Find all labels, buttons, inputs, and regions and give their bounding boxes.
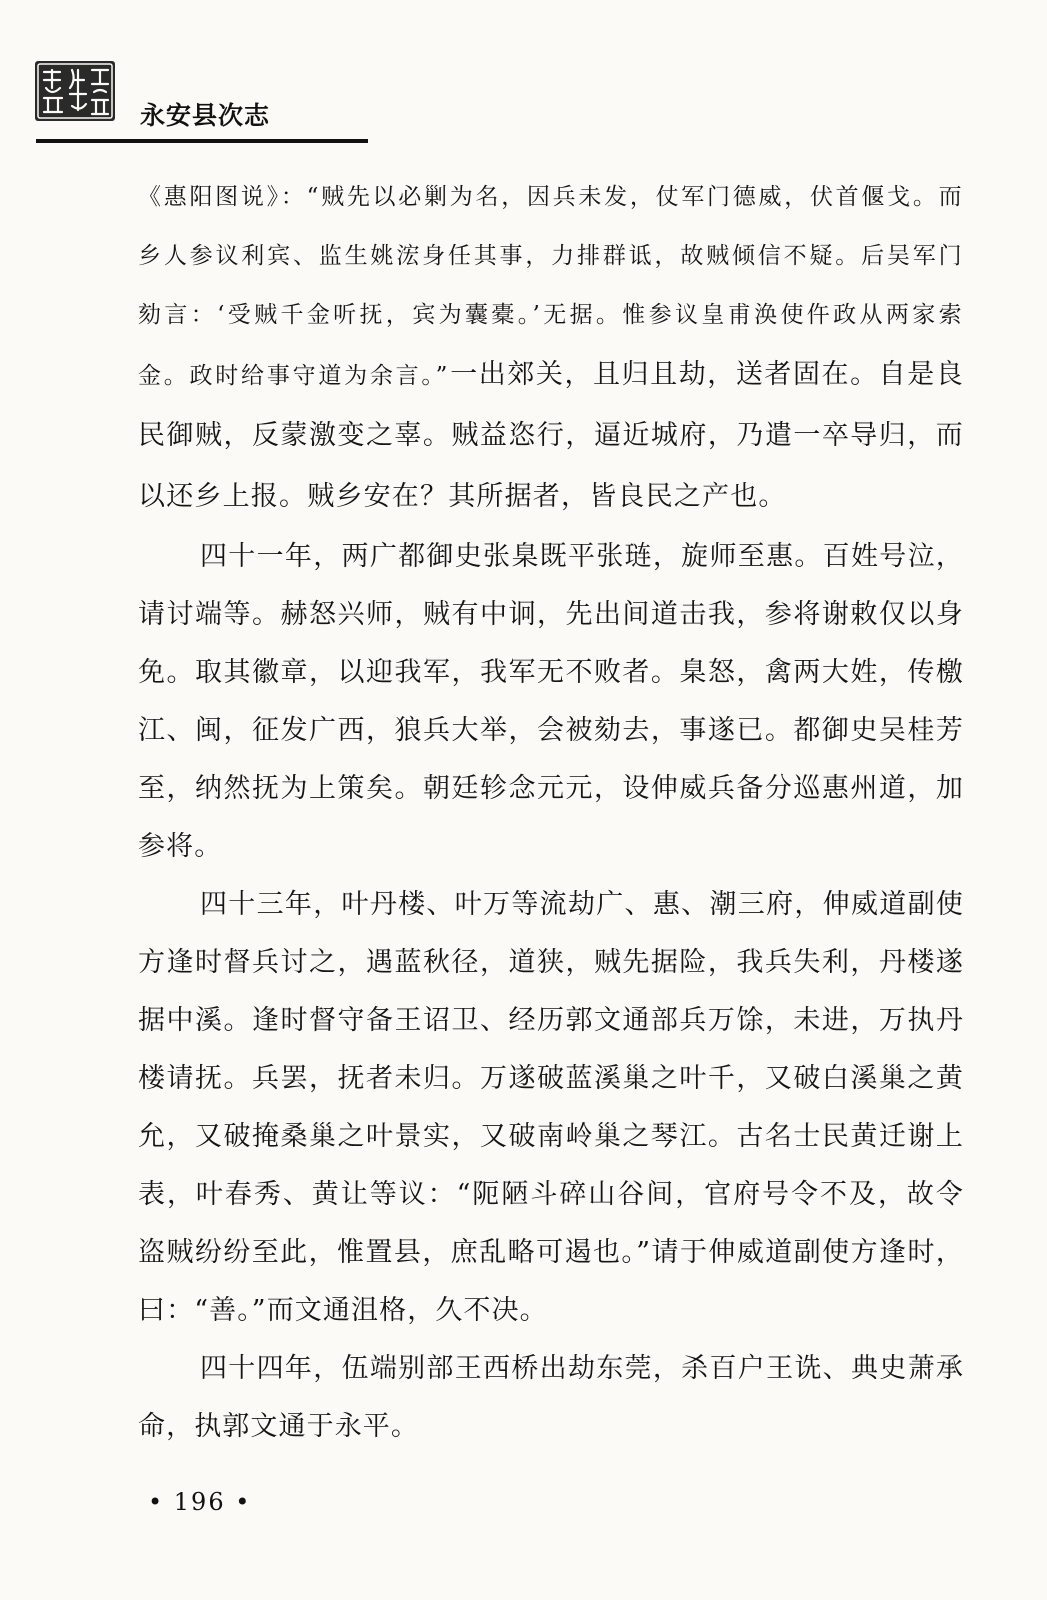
header-rule [36, 139, 368, 143]
paragraph-year-44: 四十四年，伍端别部王西桥出劫东莞，杀百户王诜、典史萧承命，执郭文通于永平。 [138, 1353, 964, 1442]
page-body [138, 168, 964, 1456]
quote-tail-text: 一出郊关，且归且劫，送者固在。自是良民御贼，反蒙激变之辜。贼益恣行，逼近城府，乃遣一卒导归，而以还乡上报。贼乡安在？其所据者，皆良民之产也。 [138, 359, 964, 512]
seal-stamp-icon [34, 58, 116, 124]
paragraph-year-41: 四十一年，两广都御史张臬既平张琏，旋师至惠。百姓号泣，请讨端等。赫怒兴师，贼有中诇，先出间道击我，参将谢敕仅以身免。取其徽章，以迎我军，我军无不败者。臬怒，禽两大姓，传檄江、闽，征发广西，狼兵大举，会被劾去，事遂已。都御史吴桂芳至，纳然抚为上策矣。朝廷轸念元元，设伸威兵备分巡惠州道，加参将。 [138, 541, 964, 862]
page-number: • 196 • [148, 1488, 252, 1516]
quoted-passage [138, 168, 964, 528]
quote-lead-text: 《惠阳图说》：“贼先以必剿为名，因兵未发，仗军门德威，伏首偃戈。而乡人参议利宾、监生姚浤身任其事，力排群诋，故贼倾信不疑。后吴军门劾言：‘受贼千金听抚，宾为囊橐。’无据。惟参议皇甫涣使仵政从两家索金。政时给事守道为余言。” [138, 184, 964, 389]
running-header-title: 永安县次志 [140, 101, 271, 130]
paragraph-year-43: 四十三年，叶丹楼、叶万等流劫广、惠、潮三府，伸威道副使方逢时督兵讨之，遇蓝秋径，道狭，贼先据险，我兵失利，丹楼遂据中溪。逢时督守备王诏卫、经历郭文通部兵万馀，未进，万执丹楼请抚。兵罢，抚者未归。万遂破蓝溪巢之叶千，又破白溪巢之黄允，又破掩桑巢之叶景实，又破南岭巢之琴江。古名士民黄迁谢上表，叶春秀、黄让等议：“阨陋斗碎山谷间，官府号令不及，故令盗贼纷纷至此，惟置县，庶乱略可遏也。”请于伸威道副使方逢时，曰：“善。”而文通沮格，久不决。 [138, 889, 964, 1326]
